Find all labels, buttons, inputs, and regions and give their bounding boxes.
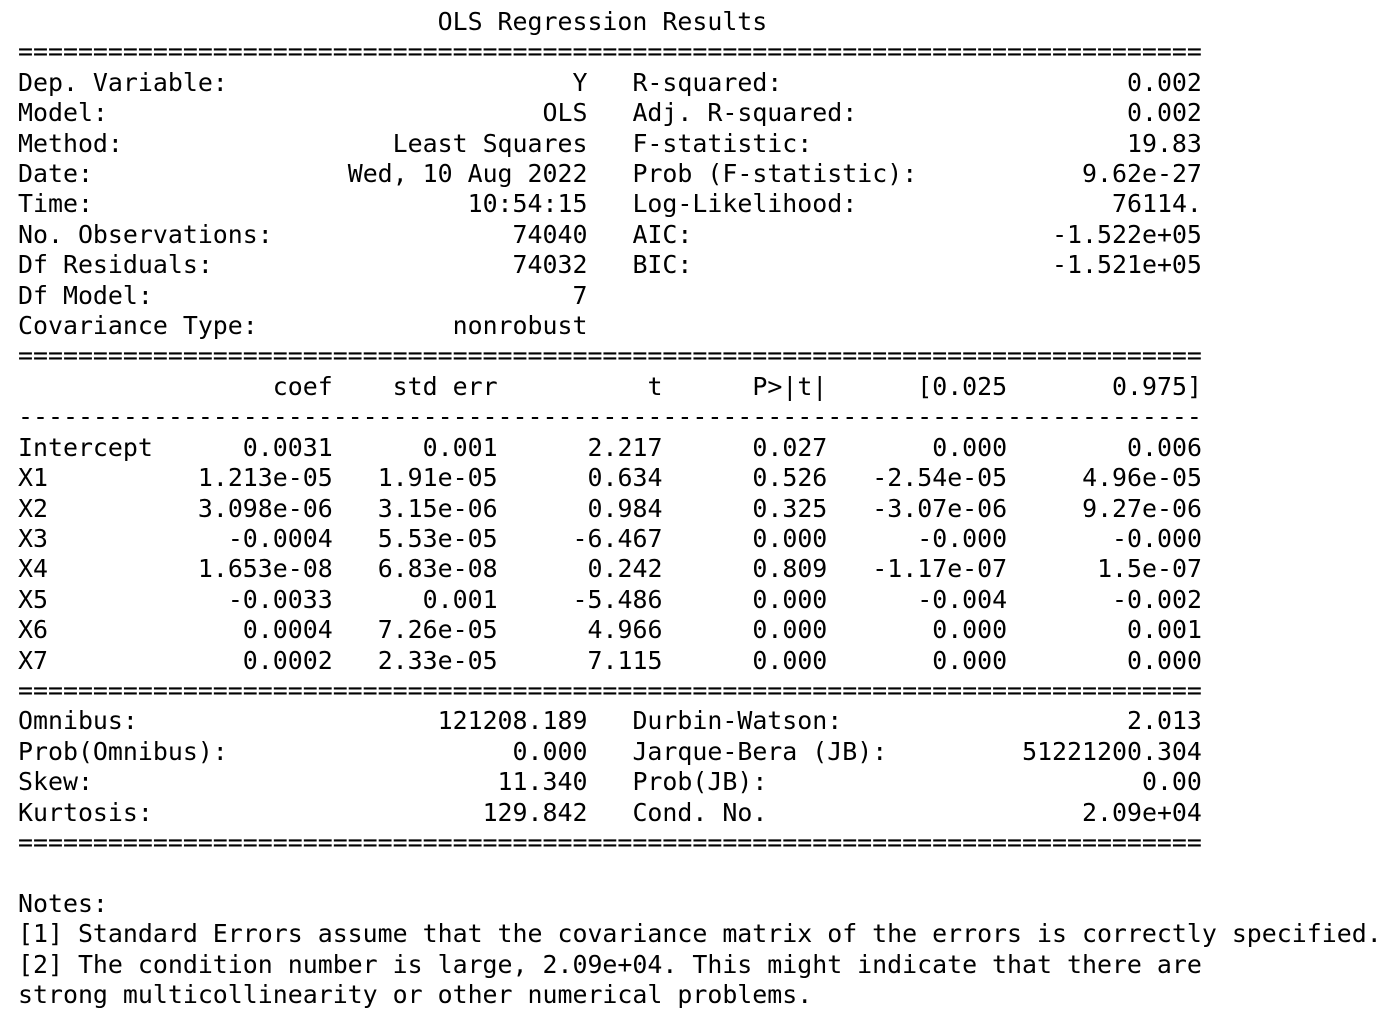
model-info-value: Y	[572, 67, 588, 97]
diagnostic-value: 2.013	[1126, 706, 1202, 736]
coef-cell: -0.0033	[227, 584, 333, 614]
variable-name: X7	[18, 645, 48, 675]
variable-name: X6	[18, 615, 48, 645]
double-separator: ===============================================================================	[18, 675, 1202, 705]
model-info-label: Date:	[18, 159, 93, 189]
coef-cell: 9.27e-06	[1082, 493, 1202, 523]
diagnostic-label: Durbin-Watson:	[632, 706, 843, 736]
single-separator: -------------------------------------------------------------------------------	[18, 402, 1202, 432]
notes-heading: Notes:	[18, 888, 108, 918]
diagnostic-label: Omnibus:	[18, 706, 138, 736]
double-separator: ===============================================================================	[18, 341, 1202, 371]
coef-cell: 1.653e-08	[197, 554, 333, 584]
diagnostic-value: 121208.189	[437, 706, 588, 736]
model-info-value: 10:54:15	[467, 189, 588, 219]
coef-cell: 1.213e-05	[197, 463, 333, 493]
column-header: P>|t|	[752, 371, 828, 401]
note-line: [1] Standard Errors assume that the covariance matrix of the errors is correctly specified.	[18, 919, 1382, 949]
column-header: coef	[272, 371, 333, 401]
double-separator: ===============================================================================	[18, 827, 1202, 857]
coef-cell: 0.000	[932, 615, 1008, 645]
diagnostic-value: 51221200.304	[1022, 736, 1202, 766]
coef-cell: 0.000	[932, 645, 1008, 675]
coef-cell: -0.000	[917, 523, 1008, 553]
column-header: 0.975]	[1112, 371, 1202, 401]
report-title: OLS Regression Results	[437, 7, 768, 36]
coef-cell: 4.96e-05	[1082, 463, 1202, 493]
coef-cell: 0.001	[422, 432, 498, 462]
coef-cell: 0.526	[752, 463, 828, 493]
coef-cell: 0.000	[752, 645, 828, 675]
diagnostic-value: 0.000	[512, 736, 588, 766]
diagnostic-label: Prob(Omnibus):	[18, 736, 228, 766]
diagnostic-value: 11.340	[497, 767, 588, 797]
coef-cell: 6.83e-08	[377, 554, 498, 584]
diagnostic-label: Skew:	[18, 767, 93, 797]
variable-name: Intercept	[18, 432, 153, 462]
coef-cell: -0.000	[1112, 523, 1202, 553]
diagnostic-label: Prob(JB):	[632, 767, 768, 797]
variable-name: X5	[18, 584, 48, 614]
coef-cell: 1.91e-05	[377, 463, 498, 493]
coef-cell: 0.000	[752, 615, 828, 645]
coef-cell: -3.07e-06	[872, 493, 1008, 523]
note-line: strong multicollinearity or other numerical problems.	[18, 980, 813, 1009]
coef-cell: 1.5e-07	[1097, 554, 1202, 584]
variable-name: X1	[18, 463, 48, 493]
note-line: [2] The condition number is large, 2.09e+04. This might indicate that there are	[18, 949, 1202, 979]
coef-cell: 0.000	[1127, 645, 1202, 675]
coef-cell: 5.53e-05	[377, 523, 498, 553]
coef-cell: 0.027	[752, 432, 828, 462]
coef-cell: 2.217	[587, 432, 663, 462]
diagnostic-value: 129.842	[482, 797, 588, 827]
variable-name: X3	[18, 523, 48, 553]
variable-name: X4	[18, 554, 48, 584]
coef-cell: 4.966	[587, 615, 663, 645]
model-info-value: -1.522e+05	[1052, 219, 1202, 249]
column-header: [0.025	[917, 371, 1008, 401]
diagnostic-value: 0.00	[1141, 767, 1202, 797]
double-separator: ===============================================================================	[18, 37, 1202, 67]
regression-output	[18, 7, 1382, 1010]
variable-name: X2	[18, 493, 48, 523]
model-info-label: Df Residuals:	[18, 250, 213, 280]
coef-cell: -0.002	[1112, 584, 1202, 614]
coef-cell: 0.984	[587, 493, 663, 523]
coef-cell: 0.242	[587, 554, 663, 584]
coef-cell: 0.001	[1127, 615, 1202, 645]
coef-cell: 0.325	[752, 493, 828, 523]
coef-cell: -0.0004	[227, 523, 333, 553]
coef-cell: -6.467	[572, 523, 663, 553]
coef-cell: 0.000	[752, 523, 828, 553]
coef-cell: 2.33e-05	[377, 645, 498, 675]
model-info-label: BIC:	[632, 250, 693, 280]
model-info-label: Dep. Variable:	[18, 67, 228, 97]
model-info-value: 74032	[512, 250, 588, 280]
model-info-label: AIC:	[632, 219, 693, 249]
column-header: t	[647, 371, 663, 401]
model-info-label: Prob (F-statistic):	[632, 159, 918, 189]
coef-cell: -0.004	[917, 584, 1008, 614]
model-info-value: 19.83	[1126, 128, 1202, 158]
coef-cell: 0.0031	[242, 432, 333, 462]
model-info-label: Log-Likelihood:	[632, 189, 858, 219]
coef-cell: 0.809	[752, 554, 828, 584]
coef-cell: 0.634	[587, 463, 663, 493]
coef-cell: 7.26e-05	[377, 615, 498, 645]
model-info-value: 7	[572, 280, 588, 310]
model-info-value: 0.002	[1126, 67, 1202, 97]
model-info-label: Model:	[18, 98, 108, 128]
model-info-label: Df Model:	[18, 280, 153, 310]
model-info-label: Covariance Type:	[18, 311, 258, 341]
diagnostic-label: Jarque-Bera (JB):	[632, 736, 888, 766]
coef-cell: 0.001	[422, 584, 498, 614]
coef-cell: 0.0004	[242, 615, 333, 645]
model-info-label: F-statistic:	[632, 128, 813, 158]
model-info-value: 0.002	[1126, 98, 1202, 128]
coef-cell: -1.17e-07	[872, 554, 1008, 584]
diagnostic-label: Kurtosis:	[18, 797, 153, 827]
model-info-value: 74040	[512, 219, 588, 249]
coef-cell: 7.115	[587, 645, 663, 675]
model-info-label: Method:	[18, 128, 123, 158]
column-header: std err	[392, 371, 498, 401]
model-info-value: -1.521e+05	[1052, 250, 1202, 280]
coef-cell: 0.006	[1127, 432, 1202, 462]
coef-cell: -2.54e-05	[872, 463, 1008, 493]
coef-cell: 0.000	[932, 432, 1008, 462]
model-info-value: 76114.	[1112, 189, 1202, 219]
coef-cell: 0.0002	[242, 645, 333, 675]
diagnostic-value: 2.09e+04	[1082, 797, 1202, 827]
model-info-label: No. Observations:	[18, 219, 273, 249]
model-info-label: Adj. R-squared:	[632, 98, 858, 128]
model-info-label: Time:	[18, 189, 93, 219]
model-info-value: nonrobust	[452, 311, 588, 341]
diagnostic-label: Cond. No.	[632, 797, 768, 827]
coef-cell: 0.000	[752, 584, 828, 614]
coef-cell: -5.486	[572, 584, 663, 614]
model-info-value: OLS	[542, 98, 588, 128]
model-info-label: R-squared:	[632, 67, 783, 97]
model-info-value: 9.62e-27	[1082, 159, 1202, 189]
model-info-value: Wed, 10 Aug 2022	[347, 159, 588, 189]
coef-cell: 3.098e-06	[197, 493, 333, 523]
coef-cell: 3.15e-06	[377, 493, 498, 523]
model-info-value: Least Squares	[392, 128, 588, 158]
